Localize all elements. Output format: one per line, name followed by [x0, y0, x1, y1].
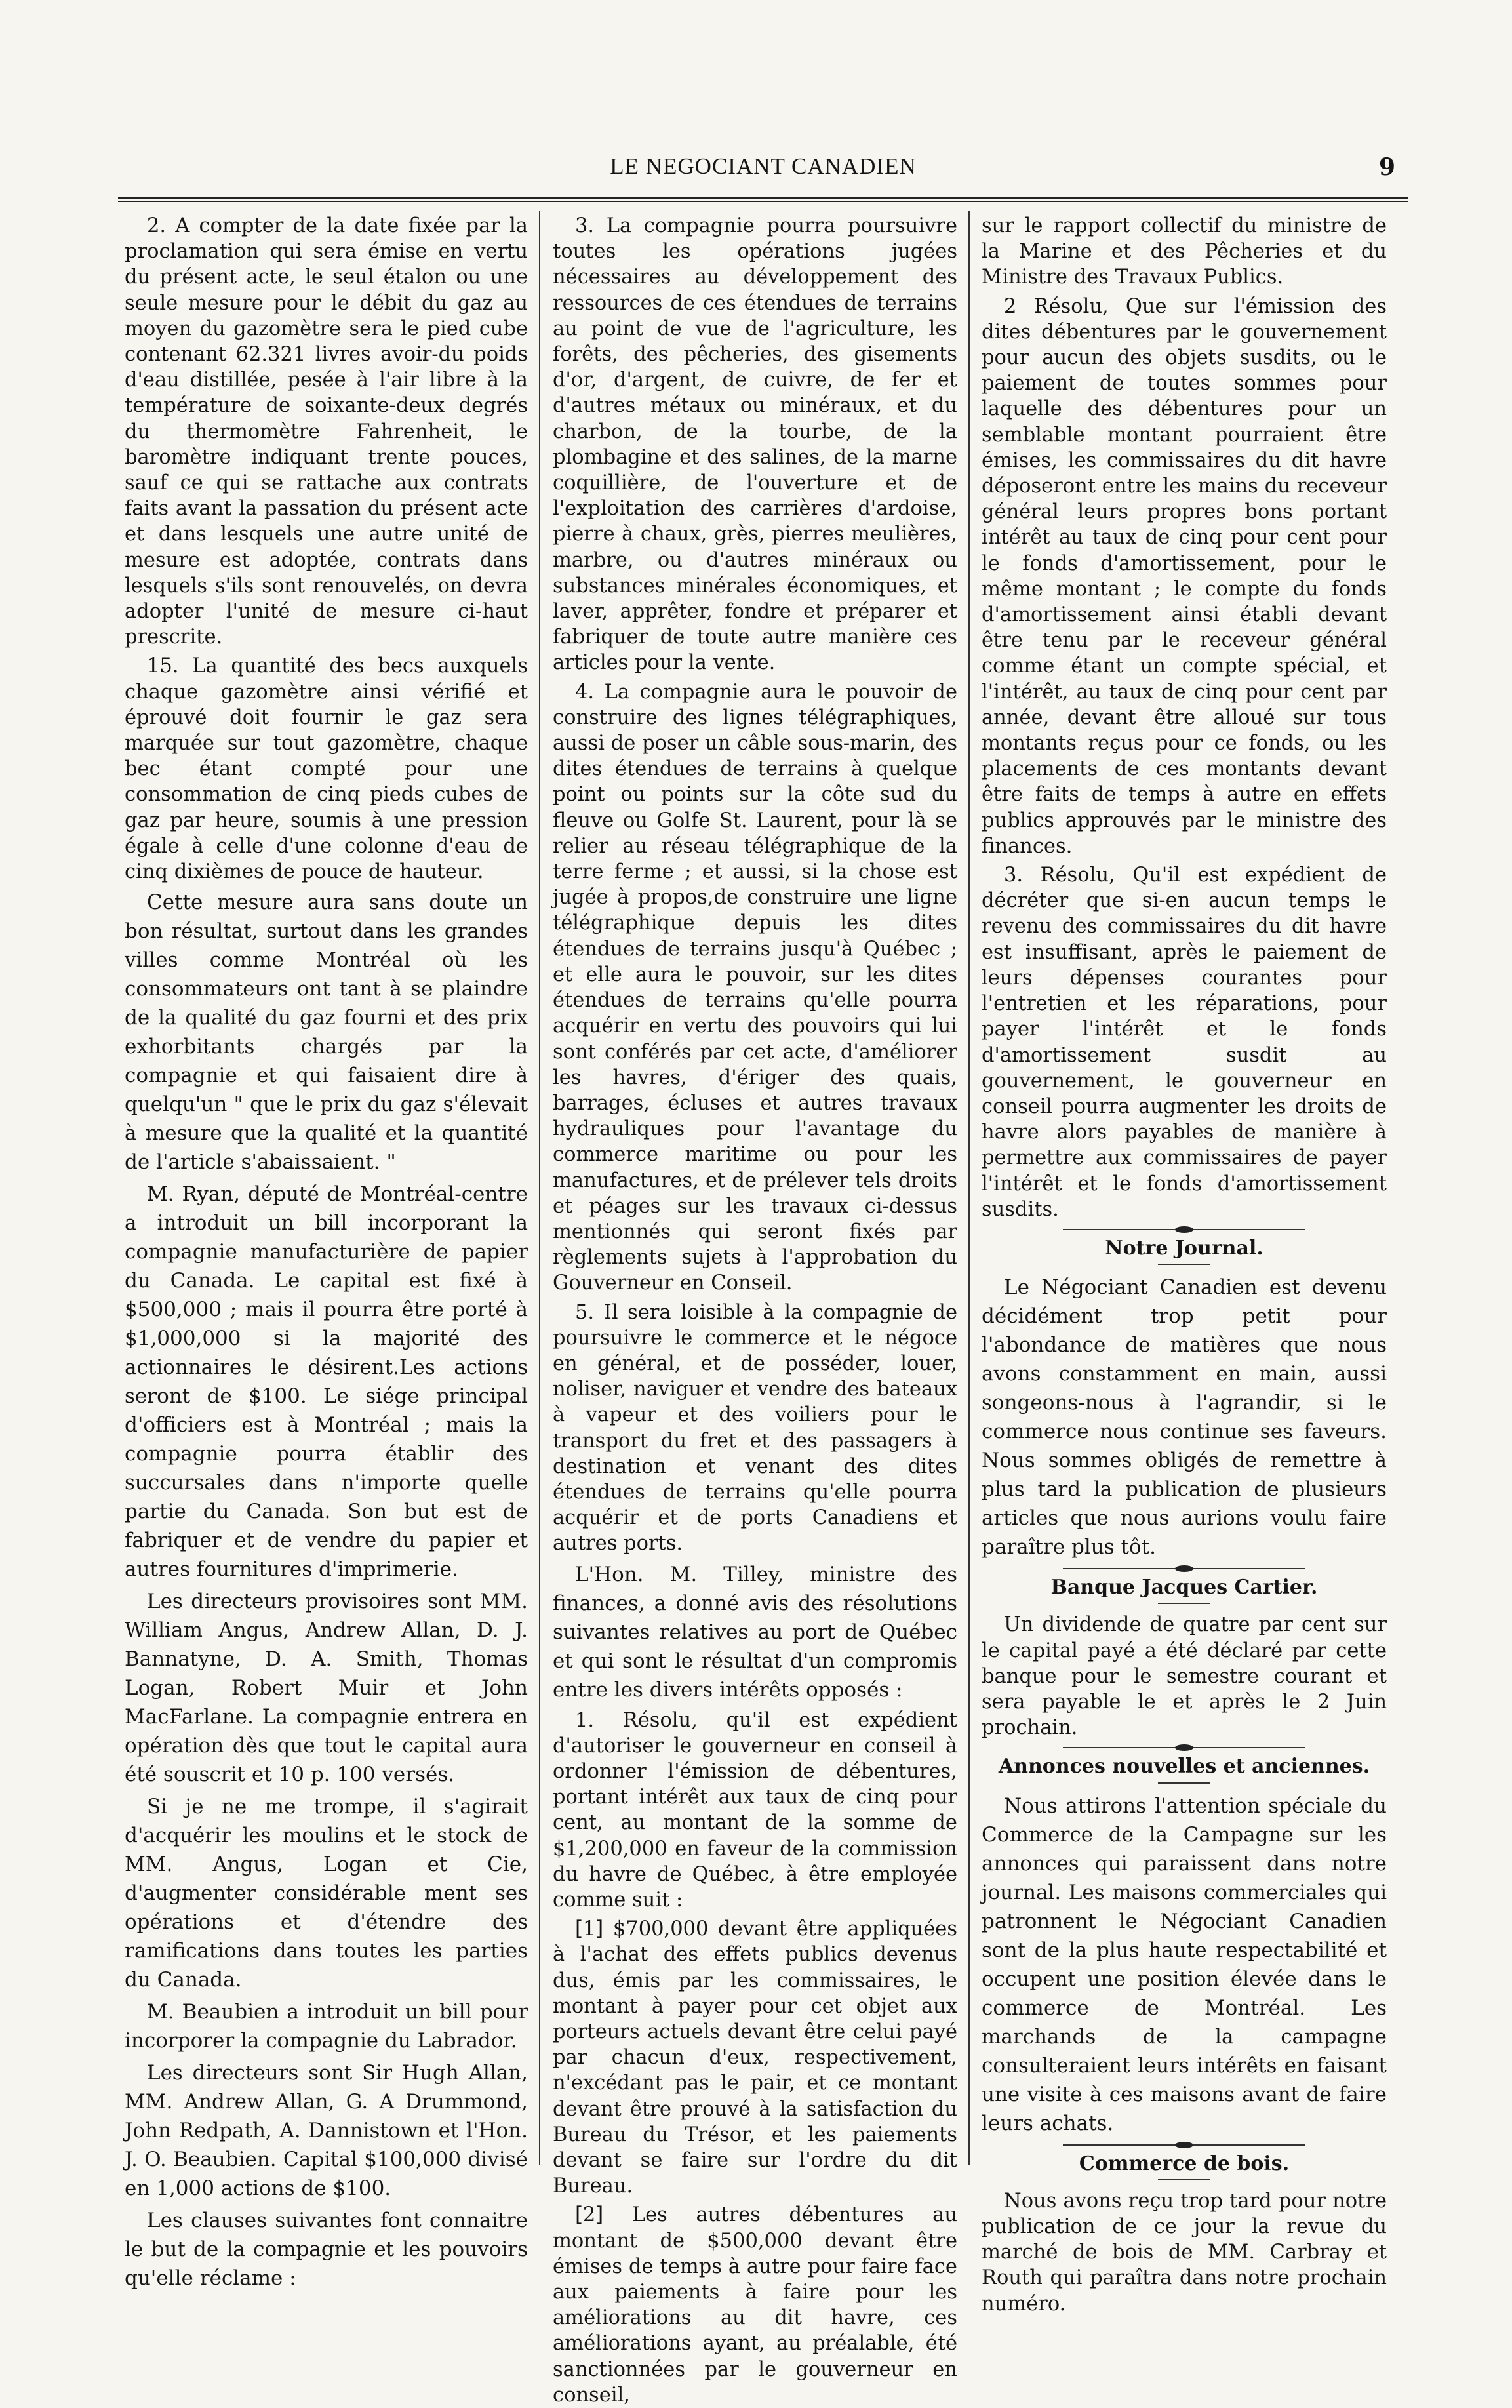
paragraph: sur le rapport collectif du ministre de la Marine et des Pêcheries et du Ministre des Travaux Publics. [982, 214, 1387, 289]
paragraph: 2. A compter de la date fixée par la proclamation qui sera émise en vertu du présent acte, le seul étalon ou une seule mesure pour le débit du gaz au moyen du gazomètre sera le pied cube contenant 62.321 livres avoir-du poids d'eau distillée, pesée à l'air libre à la température de soixante-deux degrés du thermomètre Fahrenheit, le baromètre indiquant trente pouces, sauf ce qui se rattache aux contrats faits avant la passation du présent acte et dans lesquels une autre unité de mesure est adoptée, contrats dans lesquels s'ils sont renouvelés, on devra adopter l'unité de mesure ci-haut prescrite. [125, 214, 528, 649]
paragraph: M. Beaubien a introduit un bill pour incorporer la compagnie du Labrador. [125, 2000, 528, 2053]
page-header [118, 148, 1408, 188]
paragraph: L'Hon. M. Tilley, ministre des finances, a donné avis des résolutions suivantes relatives au port de Québec et qui sont le résultat d'un compromis entre les divers intérêts opposés : [553, 1562, 957, 1702]
column-divider [539, 211, 540, 2165]
paragraph: M. Ryan, député de Montréal-centre a introduit un bill incorporant la compagnie manufacturière de papier du Canada. Le capital est fixé à $500,000 ; mais il pourra être porté à $1,000,000 si la majorité des actionnaires le désirent.Les actions seront de $100. Le siége principal d'officiers est à Montréal ; mais la compagnie pourra établir des succursales dans n'importe quelle partie du Canada. Son but est de fabriquer et de vendre du papier et autres fournitures d'imprimerie. [125, 1182, 528, 1582]
column-1 [125, 213, 528, 2291]
paragraph: 3. La compagnie pourra poursuivre toutes les opérations jugées nécessaires au développement des ressources de ces étendues de terrains au point de vue de l'agriculture, les forêts, des pêcheries, des gisements d'or, d'argent, de cuivre, de fer et d'autres métaux ou minéraux, et du charbon, de la tourbe, de la plombagine et des salines, de la marne coquillière, de l'ouverture et de l'exploitation des carrières d'ardoise, pierre à chaux, grès, pierres meulières, marbre, ou d'autres minéraux ou substances minérales économiques, et laver, apprêter, fondre et préparer et fabriquer de toute autre manière ces articles pour la vente. [553, 214, 957, 675]
page-number: 9 [1378, 153, 1395, 181]
section-title-annonces: Annonces nouvelles et anciennes. [998, 1755, 1370, 1778]
column-divider [968, 211, 970, 2165]
paragraph: Les directeurs sont Sir Hugh Allan, MM. Andrew Allan, G. A Drummond, John Redpath, A. Dannistown et l'Hon. J. O. Beaubien. Capital $100,000 divisé en 1,000 actions de $100. [125, 2061, 528, 2201]
paragraph: 3. Résolu, Qu'il est expédient de décréter que si-en aucun temps le revenu des commissaires du dit havre est insuffisant, après le paiement de leurs dépenses courantes pour l'entretien et les réparations, pour payer l'intérêt et le fonds d'amortissement susdit au gouvernement, le gouverneur en conseil pourra augmenter les droits de havre alors payables de manière à permettre aux commissaires de payer l'intérêt et le fonds d'amortissement susdits. [982, 864, 1387, 1221]
paragraph: 2 Résolu, Que sur l'émission des dites débentures par le gouvernement pour aucun des objets susdits, ou le paiement de toutes sommes pour laquelle des débentures pour un semblable montant pourraient être émises, les commissaires du dit havre déposeront entre les mains du receveur général leurs propres bons portant intérêt au taux de cinq pour cent pour le fonds d'amortissement, pour le même montant ; le compte du fonds d'amortissement ainsi établi devant être tenu par le receveur général comme étant un compte spécial, et l'intérêt, au taux de cinq pour cent par année, devant être alloué sur tous montants reçus pour ce fonds, ou les placements de ces montants devant être faits de temps à autre en effets publics approuvés par le ministre des finances. [982, 294, 1387, 858]
short-rule [1158, 1264, 1210, 1265]
short-rule [1158, 1603, 1210, 1604]
section-ornament [1063, 1747, 1306, 1748]
paragraph: Cette mesure aura sans doute un bon résultat, surtout dans les grandes villes comme Montréal où les consommateurs ont tant à se plaindre de la qualité du gaz fourni et des prix exhorbitants chargés par la compagnie et qui faisaient dire à quelqu'un " que le prix du gaz s'élevait à mesure que la qualité et la quantité de l'article s'abaissaient. " [125, 891, 528, 1174]
paragraph: 5. Il sera loisible à la compagnie de poursuivre le commerce et le négoce en général, et de posséder, louer, noliser, naviguer et vendre des bateaux à vapeur et des voiliers pour le transport du fret et des passagers à destination et venant des dites étendues de terrains qu'elle pourra acquérir et de ports Canadiens et autres ports. [553, 1300, 957, 1555]
section-title-commerce-bois: Commerce de bois. [1079, 2152, 1290, 2175]
section-ornament [1063, 1229, 1306, 1230]
paragraph: Nous attirons l'attention spéciale du Commerce de la Campagne sur les annonces qui paraissent dans notre journal. Les maisons commerciales qui patronnent le Négociant Canadien sont de la plus haute respectabilité et occupent une position élevée dans le commerce de Montréal. Les marchands de la campagne consulteraient leurs intérêts en faisant une visite à ces maisons avant de faire leurs achats. [982, 1794, 1387, 2135]
paragraph: Les clauses suivantes font connaitre le but de la compagnie et les pouvoirs qu'elle réclame : [125, 2209, 528, 2291]
section-title-banque: Banque Jacques Cartier. [1050, 1576, 1318, 1599]
section-title-notre-journal: Notre Journal. [1105, 1236, 1263, 1260]
column-3 [982, 213, 1387, 2316]
paragraph: [2] Les autres débentures au montant de $500,000 devant être émises de temps à autre pour faire face aux paiements à faire pour les améliorations au dit havre, ces améliorations ayant, au préalable, été sanctionnées par le gouverneur en conseil, [553, 2203, 957, 2407]
running-title: LE NEGOCIANT CANADIEN [610, 153, 917, 179]
short-rule [1158, 1782, 1210, 1784]
short-rule [1158, 2179, 1210, 2180]
paragraph: Le Négociant Canadien est devenu décidément trop petit pour l'abondance de matières que nous avons constamment en main, aussi songeons-nous à l'agrandir, si le commerce nous continue ses faveurs. Nous sommes obligés de remettre à plus tard la publication de plusieurs articles que nous aurions voulu faire paraître plus tôt. [982, 1275, 1387, 1559]
header-rule [118, 197, 1408, 202]
paragraph: Nous avons reçu trop tard pour notre publication de ce jour la revue du marché de bois de MM. Carbray et Routh qui paraîtra dans notre prochain numéro. [982, 2189, 1387, 2316]
paragraph: Les directeurs provisoires sont MM. William Angus, Andrew Allan, D. J. Bannatyne, D. A. Smith, Thomas Logan, Robert Muir et John MacFarlane. La compagnie entrera en opération dès que tout le capital aura été souscrit et 10 p. 100 versés. [125, 1590, 528, 1787]
paragraph: 1. Résolu, qu'il est expédient d'autoriser le gouverneur en conseil à ordonner l'émission de débentures, portant intérêt aux taux de cinq pour cent, au montant de la somme de $1,200,000 en faveur de la commission du havre de Québec, à être employée comme suit : [553, 1708, 957, 1912]
paragraph: [1] $700,000 devant être appliquées à l'achat des effets publics devenus dus, émis par les commissaires, le montant à payer pour cet objet aux porteurs actuels devant être celui payé par chacun d'eux, respectivement, n'excédant pas le pair, et ce montant devant être prouvé à la satisfaction du Bureau du Trésor, et les paiements devant se faire sur l'ordre du dit Bureau. [553, 1917, 957, 2198]
section-ornament [1063, 2144, 1306, 2146]
paragraph: Si je ne me trompe, il s'agirait d'acquérir les moulins et le stock de MM. Angus, Logan et Cie, d'augmenter considérable ment ses opérations et d'étendre des ramifications dans toutes les parties du Canada. [125, 1795, 528, 1992]
section-ornament [1063, 1568, 1306, 1569]
paragraph: 15. La quantité des becs auxquels chaque gazomètre ainsi vérifié et éprouvé doit fournir le gaz sera marquée sur tout gazomètre, chaque bec étant compté pour une consommation de cinq pieds cubes de gaz par heure, soumis à une pression égale à celle d'une colonne d'eau de cinq dixièmes de pouce de hauteur. [125, 654, 528, 884]
paragraph: 4. La compagnie aura le pouvoir de construire des lignes télégraphiques, aussi de poser un câble sous-marin, des dites étendues de terrains à quelque point ou points sur la côte sud du fleuve ou Golfe St. Laurent, pour là se relier au réseau télégraphique de la terre ferme ; et aussi, si la chose est jugée à propos,de construire une ligne télégraphique depuis les dites étendues de terrains jusqu'à Québec ; et elle aura le pouvoir, sur les dites étendues de terrains qu'elle pourra acquérir en vertu des pouvoirs qui lui sont conférés par cet acte, d'améliorer les havres, d'ériger des quais, barrages, écluses et autres travaux hydrauliques pour l'avantage du commerce maritime ou pour les manufactures, et de prélever tels droits et péages sur les travaux ci-dessus mentionnés qui seront fixés par règlements sujets à l'approbation du Gouverneur en Conseil. [553, 680, 957, 1295]
paragraph: Un dividende de quatre par cent sur le capital payé a été déclaré par cette banque pour le semestre courant et sera payable le et après le 2 Juin prochain. [982, 1613, 1387, 1740]
column-2 [553, 213, 957, 2407]
